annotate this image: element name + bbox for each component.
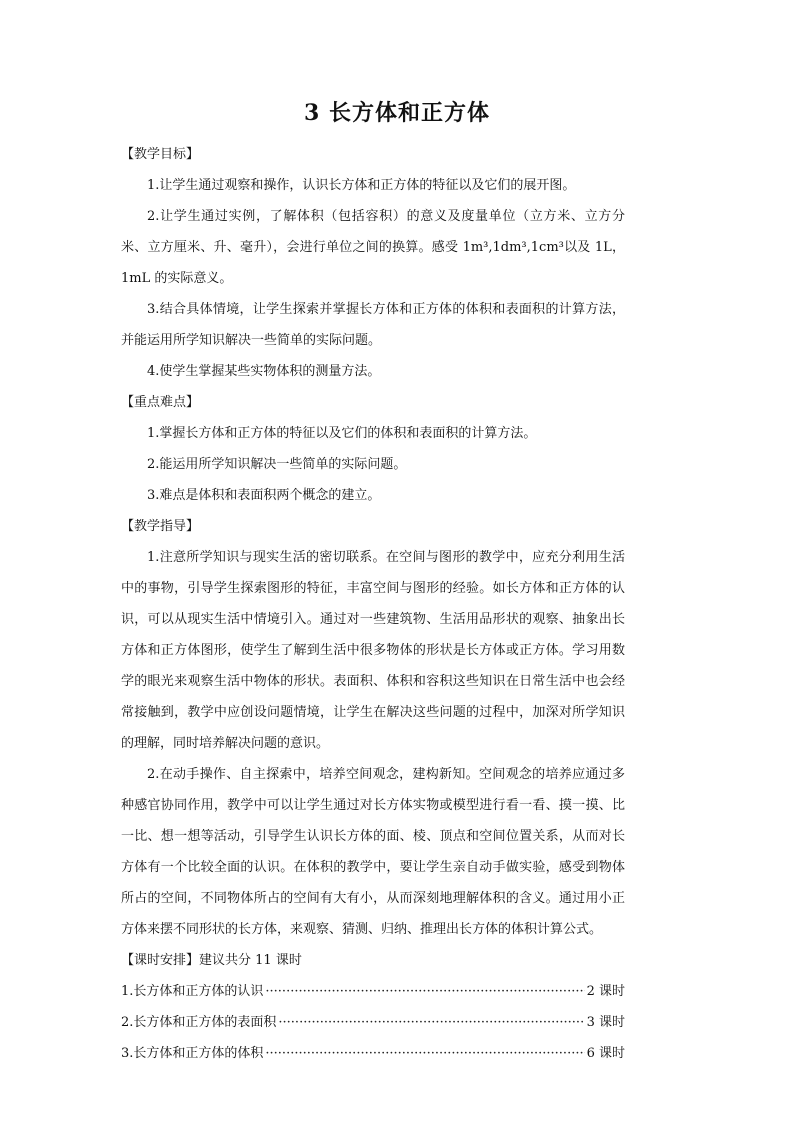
guidance-item: 2.在动手操作、自主探索中，培养空间观念，建构新知。空间观念的培养应通过多种感官协同作用，教学中可以让学生通过对长方体实物或模型进行看一看、摸一摸、比一比、想一想等活动，引导学生认识长方体的面、棱、顶点和空间位置关系，从而对长方体有一个比较全面的认识。在体积的教学中，要让学生亲自动手做实验，感受到物体所占的空间，不同物体所占的空间有大有小，从而深刻地理解体积的含义。通过用小正方体来摆不同形状的长方体，来观察、猜测、归纳、推理出长方体的体积计算公式。 [121,767,625,937]
objective-item: 4.使学生掌握某些实物体积的测量方法。 [147,364,381,379]
key-point-item: 3.难点是体积和表面积两个概念的建立。 [147,488,381,503]
guidance-item: 1.注意所学知识与现实生活的密切联系。在空间与图形的教学中，应充分利用生活中的事物，引导学生探索图形的特征，丰富空间与图形的经验。如长方体和正方体的认识，可以从现实生活中情境引入。通过对一些建筑物、生活用品形状的观察、抽象出长方体和正方体图形，使学生了解到生活中很多物体的形状是长方体或正方体。学习用数学的眼光来观察生活中物体的形状。表面积、体积和容积这些知识在日常生活中也会经常接触到，教学中应创设问题情境，让学生在解决这些问题的过程中，加深对所学知识的理解，同时培养解决问题的意识。 [121,550,625,751]
section-heading-schedule [121,945,625,976]
leader-dots [265,976,584,1007]
section-heading-key-points: 【重点难点】 [121,395,200,410]
document-body [121,139,625,1069]
leader-dots [265,1038,584,1069]
objective-item: 1.让学生通过观察和操作，认识长方体和正方体的特征以及它们的展开图。 [147,178,576,193]
schedule-item [121,1038,625,1069]
schedule-item-label: 2.长方体和正方体的表面积 [121,1015,277,1030]
schedule-heading: 【课时安排】 [121,953,200,968]
schedule-item [121,976,625,1007]
section-heading-objectives: 【教学目标】 [121,147,200,162]
schedule-suggestion: 建议共分 11 课时 [199,953,302,968]
schedule-item-hours: 3 课时 [586,1015,625,1030]
objective-item: 2.让学生通过实例，了解体积（包括容积）的意义及度量单位（立方米、立方分米、立方厘米、升、毫升），会进行单位之间的换算。感受 1m³,1dm³,1cm³以及 1L，1mL 的实际意义。 [121,209,625,286]
schedule-item [121,1007,625,1038]
key-point-item: 1.掌握长方体和正方体的特征以及它们的体积和表面积的计算方法。 [147,426,537,441]
section-heading-guidance: 【教学指导】 [121,519,200,534]
key-point-item: 2.能运用所学知识解决一些简单的实际问题。 [147,457,407,472]
leader-dots [278,1007,584,1038]
objective-item: 3.结合具体情境，让学生探索并掌握长方体和正方体的体积和表面积的计算方法，并能运用所学知识解决一些简单的实际问题。 [121,302,625,348]
page-title: 3 长方体和正方体 [304,100,490,126]
schedule-item-label: 1.长方体和正方体的认识 [121,984,264,999]
schedule-item-hours: 2 课时 [586,984,625,999]
schedule-item-label: 3.长方体和正方体的体积 [121,1046,264,1061]
schedule-item-hours: 6 课时 [586,1046,625,1061]
